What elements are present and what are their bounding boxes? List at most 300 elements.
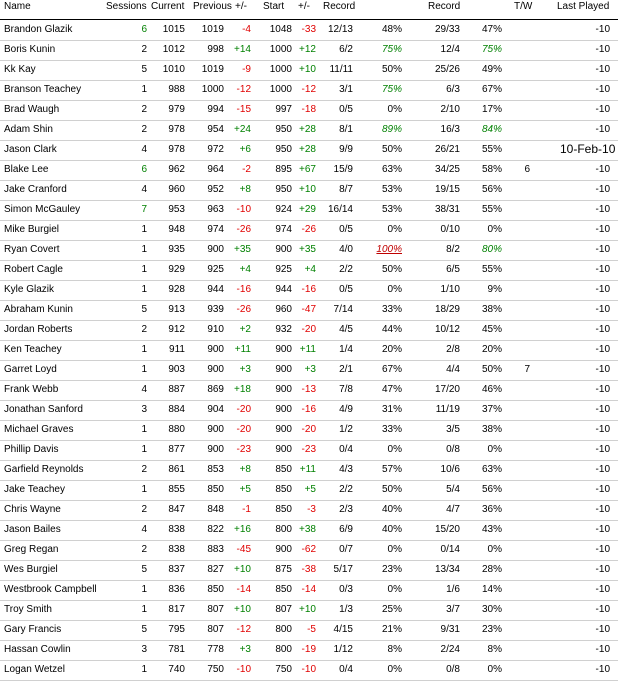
- cell-win-pct: 53%: [381, 204, 402, 215]
- cell-name: Michael Graves: [4, 424, 74, 435]
- cell-record-2: 34/25: [434, 164, 460, 175]
- cell-last-played: -10: [595, 64, 610, 75]
- col-header-sessions[interactable]: Sessions: [106, 1, 147, 12]
- cell-win-pct-2: 47%: [481, 24, 502, 35]
- cell-record-2: 19/15: [434, 184, 460, 195]
- cell-record: 0/3: [339, 584, 353, 595]
- cell-current: 838: [168, 524, 185, 535]
- table-row[interactable]: [0, 560, 618, 581]
- cell-current: 740: [168, 664, 185, 675]
- cell-name: Chris Wayne: [4, 504, 61, 515]
- cell-sessions: 1: [141, 584, 147, 595]
- cell-record-2: 2/24: [440, 644, 460, 655]
- cell-record: 16/14: [327, 204, 353, 215]
- cell-change-start: -16: [301, 284, 316, 295]
- cell-record-2: 25/26: [434, 64, 460, 75]
- cell-start: 925: [275, 264, 292, 275]
- cell-sessions: 7: [141, 204, 147, 215]
- cell-previous: 994: [207, 104, 224, 115]
- cell-sessions: 4: [141, 144, 147, 155]
- cell-sessions: 3: [141, 404, 147, 415]
- cell-tw: [518, 340, 530, 360]
- col-header-name[interactable]: Name: [4, 1, 31, 12]
- cell-change-start: +35: [299, 244, 316, 255]
- cell-tw: [518, 20, 530, 40]
- cell-record-2: 0/14: [440, 544, 460, 555]
- cell-record-2: 3/7: [446, 604, 460, 615]
- cell-change-start: -38: [301, 564, 316, 575]
- cell-current: 817: [168, 604, 185, 615]
- cell-last-played: -10: [595, 124, 610, 135]
- cell-last-played: -10: [595, 224, 610, 235]
- table-row[interactable]: [0, 320, 618, 341]
- table-row[interactable]: [0, 120, 618, 141]
- cell-previous: 827: [207, 564, 224, 575]
- cell-change-prev: +3: [239, 644, 251, 655]
- cell-change-prev: -26: [236, 224, 251, 235]
- cell-win-pct: 40%: [381, 524, 402, 535]
- cell-previous: 750: [207, 664, 224, 675]
- cell-record: 0/5: [339, 284, 353, 295]
- cell-current: 877: [168, 444, 185, 455]
- cell-previous: 869: [207, 384, 224, 395]
- cell-last-played: -10: [595, 524, 610, 535]
- table-row[interactable]: [0, 360, 618, 381]
- cell-last-played: -10: [595, 244, 610, 255]
- cell-name: Jason Bailes: [4, 524, 61, 535]
- col-header-tw[interactable]: T/W: [514, 1, 533, 12]
- cell-last-played: -10: [595, 644, 610, 655]
- cell-change-prev: +24: [234, 124, 251, 135]
- cell-previous: 848: [207, 504, 224, 515]
- cell-tw: [518, 100, 530, 120]
- cell-record-2: 16/3: [440, 124, 460, 135]
- cell-start: 900: [275, 424, 292, 435]
- cell-change-start: +28: [299, 124, 316, 135]
- cell-sessions: 1: [141, 224, 147, 235]
- cell-record-2: 10/12: [434, 324, 460, 335]
- cell-record-2: 29/33: [434, 24, 460, 35]
- cell-change-prev: -20: [236, 424, 251, 435]
- cell-record: 1/4: [339, 344, 353, 355]
- table-row[interactable]: [0, 600, 618, 621]
- table-row[interactable]: [0, 280, 618, 301]
- cell-change-prev: +8: [239, 184, 251, 195]
- cell-tw: [518, 380, 530, 400]
- cell-win-pct-2: 0%: [487, 444, 502, 455]
- cell-sessions: 2: [141, 464, 147, 475]
- cell-record-2: 0/10: [440, 224, 460, 235]
- cell-start: 997: [275, 104, 292, 115]
- cell-sessions: 1: [141, 444, 147, 455]
- cell-record: 7/8: [339, 384, 353, 395]
- cell-sessions: 6: [141, 164, 147, 175]
- col-header-change-prev[interactable]: +/-: [235, 1, 247, 12]
- cell-last-played: -10: [595, 444, 610, 455]
- cell-current: 953: [168, 204, 185, 215]
- cell-name: Garret Loyd: [4, 364, 57, 375]
- cell-previous: 900: [207, 244, 224, 255]
- cell-win-pct: 63%: [381, 164, 402, 175]
- cell-previous: 998: [207, 44, 224, 55]
- cell-tw: [518, 300, 530, 320]
- cell-sessions: 1: [141, 484, 147, 495]
- cell-current: 935: [168, 244, 185, 255]
- cell-tw: [518, 40, 530, 60]
- cell-tw: [518, 400, 530, 420]
- cell-win-pct: 48%: [381, 24, 402, 35]
- cell-record: 9/9: [339, 144, 353, 155]
- cell-win-pct-2: 80%: [481, 244, 502, 255]
- cell-last-played: -10: [595, 324, 610, 335]
- cell-name: Adam Shin: [4, 124, 53, 135]
- cell-sessions: 1: [141, 84, 147, 95]
- cell-win-pct-2: 58%: [481, 164, 502, 175]
- table-row[interactable]: [0, 40, 618, 61]
- cell-start: 850: [275, 504, 292, 515]
- cell-record-2: 1/6: [446, 584, 460, 595]
- cell-win-pct-2: 30%: [481, 604, 502, 615]
- cell-change-start: -12: [301, 84, 316, 95]
- cell-win-pct-2: 0%: [487, 224, 502, 235]
- cell-change-prev: -16: [236, 284, 251, 295]
- cell-record-2: 17/20: [434, 384, 460, 395]
- cell-win-pct-2: 36%: [481, 504, 502, 515]
- cell-previous: 853: [207, 464, 224, 475]
- cell-change-start: -33: [301, 24, 316, 35]
- col-header-current[interactable]: Current: [151, 1, 185, 12]
- header-row: [0, 0, 618, 20]
- cell-win-pct: 0%: [387, 104, 402, 115]
- cell-record-2: 3/5: [446, 424, 460, 435]
- table-row[interactable]: [0, 520, 618, 541]
- cell-last-played: -10: [595, 24, 610, 35]
- cell-current: 1015: [162, 24, 185, 35]
- cell-start: 950: [275, 124, 292, 135]
- cell-last-played: -10: [595, 364, 610, 375]
- cell-sessions: 5: [141, 64, 147, 75]
- cell-current: 929: [168, 264, 185, 275]
- cell-previous: 807: [207, 624, 224, 635]
- cell-start: 900: [275, 544, 292, 555]
- cell-win-pct: 0%: [387, 544, 402, 555]
- table-row[interactable]: [0, 400, 618, 421]
- cell-record: 0/5: [339, 104, 353, 115]
- cell-record-2: 2/8: [446, 344, 460, 355]
- cell-change-start: +5: [304, 484, 316, 495]
- cell-change-start: -5: [307, 624, 316, 635]
- col-header-start[interactable]: Start: [263, 1, 285, 12]
- cell-start: 974: [275, 224, 292, 235]
- cell-previous: 910: [207, 324, 224, 335]
- cell-win-pct-2: 56%: [481, 484, 502, 495]
- cell-win-pct-2: 55%: [481, 264, 502, 275]
- cell-change-prev: +11: [234, 344, 251, 355]
- cell-record-2: 12/4: [440, 44, 460, 55]
- cell-previous: 900: [207, 344, 224, 355]
- cell-tw: [518, 580, 530, 600]
- cell-last-played: -10: [595, 664, 610, 675]
- cell-name: Greg Regan: [4, 544, 59, 555]
- cell-current: 1012: [162, 44, 185, 55]
- cell-current: 911: [169, 344, 185, 355]
- col-header-last-played[interactable]: Last Played: [557, 1, 610, 12]
- cell-change-prev: -14: [236, 584, 251, 595]
- cell-change-prev: +4: [239, 264, 251, 275]
- table-row[interactable]: [0, 660, 618, 681]
- cell-record-2: 13/34: [434, 564, 460, 575]
- cell-last-played: -10: [595, 624, 610, 635]
- table-row[interactable]: [0, 240, 618, 261]
- table-row[interactable]: [0, 260, 618, 281]
- cell-current: 880: [168, 424, 185, 435]
- cell-record: 2/2: [339, 264, 353, 275]
- cell-sessions: 1: [141, 344, 147, 355]
- table-row[interactable]: [0, 220, 618, 241]
- cell-last-played: -10: [595, 464, 610, 475]
- cell-start: 800: [275, 524, 292, 535]
- cell-win-pct-2: 14%: [481, 584, 502, 595]
- cell-start: 850: [275, 464, 292, 475]
- col-header-previous[interactable]: Previous: [193, 1, 232, 12]
- table-row[interactable]: [0, 620, 618, 641]
- cell-sessions: 4: [141, 524, 147, 535]
- cell-record: 2/1: [339, 364, 353, 375]
- cell-start: 950: [275, 144, 292, 155]
- cell-previous: 1019: [201, 64, 224, 75]
- cell-name: Abraham Kunin: [4, 304, 73, 315]
- cell-tw: [518, 640, 530, 660]
- table-row[interactable]: [0, 380, 618, 401]
- cell-win-pct: 23%: [381, 564, 402, 575]
- cell-previous: 964: [207, 164, 224, 175]
- cell-win-pct-2: 0%: [487, 544, 502, 555]
- cell-change-prev: -10: [236, 664, 251, 675]
- cell-start: 800: [275, 624, 292, 635]
- cell-change-start: +11: [299, 344, 316, 355]
- col-header-change-start[interactable]: +/-: [298, 1, 310, 12]
- cell-current: 855: [168, 484, 185, 495]
- cell-last-played: -10: [595, 584, 610, 595]
- cell-sessions: 5: [141, 304, 147, 315]
- cell-win-pct: 0%: [387, 284, 402, 295]
- cell-last-played: -10: [595, 484, 610, 495]
- cell-change-prev: -1: [242, 504, 251, 515]
- cell-record: 2/3: [339, 504, 353, 515]
- cell-current: 978: [168, 124, 185, 135]
- cell-win-pct: 50%: [381, 264, 402, 275]
- cell-win-pct: 75%: [381, 84, 402, 95]
- cell-name: Westbrook Campbell: [4, 584, 97, 595]
- table-row[interactable]: [0, 440, 618, 461]
- cell-win-pct: 0%: [387, 444, 402, 455]
- cell-tw: 6: [524, 164, 530, 175]
- cell-tw: [518, 260, 530, 280]
- cell-current: 912: [168, 324, 185, 335]
- cell-record: 0/5: [339, 224, 353, 235]
- cell-current: 838: [168, 544, 185, 555]
- cell-start: 807: [275, 604, 292, 615]
- cell-win-pct-2: 38%: [481, 304, 502, 315]
- cell-tw: [518, 80, 530, 100]
- cell-tw: [518, 240, 530, 260]
- cell-record-2: 18/29: [434, 304, 460, 315]
- cell-previous: 963: [207, 204, 224, 215]
- cell-record-2: 6/3: [446, 84, 460, 95]
- cell-start: 875: [275, 564, 292, 575]
- cell-previous: 1000: [201, 84, 224, 95]
- table-row[interactable]: [0, 580, 618, 601]
- cell-win-pct: 47%: [381, 384, 402, 395]
- table-row[interactable]: [0, 60, 618, 81]
- cell-win-pct: 20%: [381, 344, 402, 355]
- table-row[interactable]: [0, 180, 618, 201]
- cell-change-prev: -12: [236, 84, 251, 95]
- cell-last-played: -10: [595, 404, 610, 415]
- table-row[interactable]: [0, 420, 618, 441]
- cell-name: Garfield Reynolds: [4, 464, 84, 475]
- cell-change-prev: +6: [239, 144, 251, 155]
- cell-current: 781: [168, 644, 185, 655]
- cell-sessions: 2: [141, 124, 147, 135]
- cell-tw: [518, 560, 530, 580]
- cell-last-played: -10: [595, 564, 610, 575]
- cell-win-pct-2: 9%: [487, 284, 502, 295]
- cell-win-pct-2: 43%: [481, 524, 502, 535]
- cell-start: 1000: [269, 84, 292, 95]
- cell-record-2: 5/4: [446, 484, 460, 495]
- cell-change-prev: +35: [234, 244, 251, 255]
- table-row[interactable]: [0, 460, 618, 481]
- cell-start: 900: [275, 444, 292, 455]
- cell-record: 5/17: [333, 564, 353, 575]
- cell-name: Jake Cranford: [4, 184, 67, 195]
- cell-tw: [518, 540, 530, 560]
- table-row[interactable]: [0, 500, 618, 521]
- table-row[interactable]: [0, 540, 618, 561]
- table-row[interactable]: [0, 160, 618, 181]
- cell-record-2: 8/2: [446, 244, 460, 255]
- cell-sessions: 1: [141, 264, 147, 275]
- cell-start: 924: [275, 204, 292, 215]
- cell-change-start: -47: [301, 304, 316, 315]
- cell-current: 913: [168, 304, 185, 315]
- cell-current: 1010: [162, 64, 185, 75]
- cell-current: 948: [168, 224, 185, 235]
- table-row[interactable]: [0, 20, 618, 41]
- cell-name: Jake Teachey: [4, 484, 65, 495]
- cell-sessions: 4: [141, 384, 147, 395]
- cell-name: Simon McGauley: [4, 204, 81, 215]
- cell-change-prev: +5: [239, 484, 251, 495]
- cell-last-played: -10: [595, 344, 610, 355]
- cell-current: 962: [168, 164, 185, 175]
- table-row[interactable]: [0, 340, 618, 361]
- cell-tw: [518, 480, 530, 500]
- table-row[interactable]: [0, 640, 618, 661]
- cell-name: Brandon Glazik: [4, 24, 73, 35]
- table-row[interactable]: [0, 300, 618, 321]
- cell-start: 1000: [269, 44, 292, 55]
- cell-name: Hassan Cowlin: [4, 644, 71, 655]
- col-header-record-2[interactable]: Record: [428, 1, 461, 12]
- cell-sessions: 5: [141, 564, 147, 575]
- col-header-record[interactable]: Record: [323, 1, 356, 12]
- cell-start: 950: [275, 184, 292, 195]
- cell-name: Boris Kunin: [4, 44, 56, 55]
- cell-win-pct-2: 49%: [481, 64, 502, 75]
- cell-change-prev: -4: [242, 24, 251, 35]
- cell-tw: [518, 220, 530, 240]
- table-row[interactable]: [0, 140, 618, 161]
- cell-change-start: -10: [301, 664, 316, 675]
- cell-previous: 972: [207, 144, 224, 155]
- cell-previous: 900: [207, 444, 224, 455]
- cell-name: Ken Teachey: [4, 344, 62, 355]
- cell-change-start: -20: [301, 324, 316, 335]
- cell-last-played: -10: [595, 84, 610, 95]
- cell-record-2: 0/8: [446, 664, 460, 675]
- cell-previous: 925: [207, 264, 224, 275]
- cell-win-pct: 67%: [381, 364, 402, 375]
- cell-win-pct-2: 67%: [481, 84, 502, 95]
- cell-name: Robert Cagle: [4, 264, 63, 275]
- cell-record: 1/2: [339, 424, 353, 435]
- cell-sessions: 1: [141, 664, 147, 675]
- cell-start: 900: [275, 244, 292, 255]
- cell-current: 903: [168, 364, 185, 375]
- cell-current: 836: [168, 584, 185, 595]
- table-row[interactable]: [0, 100, 618, 121]
- cell-previous: 807: [207, 604, 224, 615]
- cell-win-pct-2: 17%: [481, 104, 502, 115]
- cell-record: 15/9: [333, 164, 353, 175]
- cell-name: Brad Waugh: [4, 104, 60, 115]
- cell-change-start: +67: [299, 164, 316, 175]
- cell-name: Phillip Davis: [4, 444, 59, 455]
- cell-last-played: -10: [595, 104, 610, 115]
- cell-tw: [518, 460, 530, 480]
- cell-record: 1/12: [333, 644, 353, 655]
- cell-tw: [518, 440, 530, 460]
- cell-sessions: 2: [141, 104, 147, 115]
- cell-record-2: 4/4: [446, 364, 460, 375]
- cell-start: 900: [275, 344, 292, 355]
- cell-change-prev: +10: [234, 564, 251, 575]
- cell-change-start: +12: [299, 44, 316, 55]
- cell-record-2: 26/21: [434, 144, 460, 155]
- cell-start: 900: [275, 404, 292, 415]
- cell-start: 944: [275, 284, 292, 295]
- cell-last-played: -10: [595, 184, 610, 195]
- cell-tw: [518, 500, 530, 520]
- cell-previous: 850: [207, 484, 224, 495]
- cell-record: 12/13: [327, 24, 353, 35]
- cell-sessions: 6: [141, 24, 147, 35]
- cell-change-prev: +8: [239, 464, 251, 475]
- table-row[interactable]: [0, 80, 618, 101]
- cell-win-pct: 21%: [381, 624, 402, 635]
- table-row[interactable]: [0, 480, 618, 501]
- table-row[interactable]: [0, 200, 618, 221]
- cell-win-pct: 89%: [381, 124, 402, 135]
- cell-current: 928: [168, 284, 185, 295]
- cell-record: 1/3: [339, 604, 353, 615]
- cell-tw: [518, 420, 530, 440]
- cell-previous: 904: [207, 404, 224, 415]
- cell-record: 0/4: [339, 444, 353, 455]
- cell-win-pct: 44%: [381, 324, 402, 335]
